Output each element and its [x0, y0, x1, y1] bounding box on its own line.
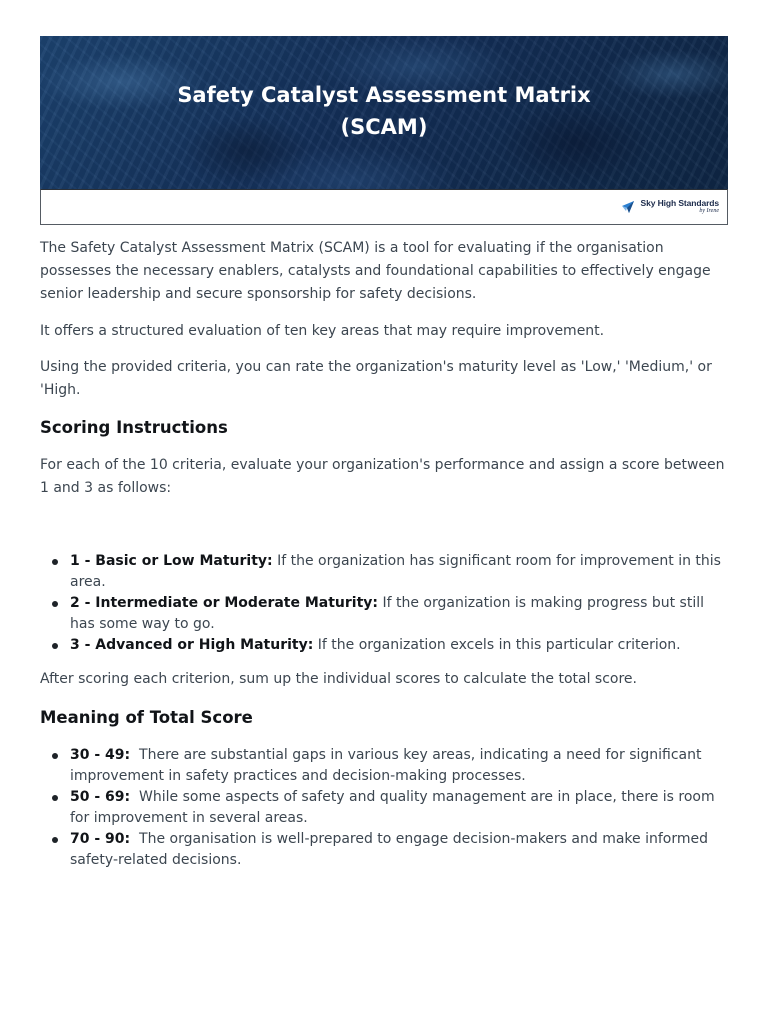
- scoring-instructions-heading: Scoring Instructions: [40, 418, 228, 437]
- list-item-text: While some aspects of safety and quality management are in place, there is room for improvement in several areas.: [70, 789, 715, 826]
- scoring-levels-list: [40, 551, 728, 656]
- list-item: [40, 829, 728, 871]
- paper-plane-icon: [621, 200, 635, 214]
- meaning-of-total-score-heading: Meaning of Total Score: [40, 708, 253, 727]
- list-item-text: The organisation is well-prepared to engage decision-makers and make informed safety-related decisions.: [70, 831, 708, 868]
- title-line-1: Safety Catalyst Assessment Matrix: [177, 83, 591, 107]
- logo-name: Sky High Standards: [640, 198, 719, 208]
- list-item: [40, 593, 728, 635]
- list-item: [40, 787, 728, 829]
- logo-bar: [40, 189, 728, 225]
- intro-paragraph-1: The Safety Catalyst Assessment Matrix (SCAM) is a tool for evaluating if the organisation possesses the necessary enablers, catalysts and foundational capabilities to effectively engage senior leadership and secure sponsorship for safety decisions.: [40, 240, 711, 302]
- list-item-label: 50 - 69:: [70, 789, 131, 805]
- scoring-intro-paragraph: For each of the 10 criteria, evaluate your organization's performance and assign a score between 1 and 3 as follows:: [40, 457, 725, 496]
- document-page: [40, 36, 728, 868]
- list-item-text: If the organization is making progress but still has some way to go.: [70, 595, 704, 632]
- intro-paragraph-3: Using the provided criteria, you can rate the organization's maturity level as 'Low,' 'Medium,' or 'High.: [40, 359, 712, 398]
- scoring-after-paragraph: After scoring each criterion, sum up the individual scores to calculate the total score.: [40, 671, 637, 687]
- title-line-2: (SCAM): [340, 115, 428, 139]
- total-score-meaning-list: [40, 745, 728, 871]
- list-item: [40, 551, 728, 593]
- list-item: [40, 745, 728, 787]
- list-item-label: 3 - Advanced or High Maturity:: [70, 637, 314, 653]
- list-item-label: 1 - Basic or Low Maturity:: [70, 553, 273, 569]
- list-item-text: If the organization excels in this particular criterion.: [317, 637, 681, 653]
- list-item: [40, 635, 728, 656]
- header-banner: [40, 36, 728, 189]
- logo-subtitle: by Irene: [699, 208, 719, 214]
- document-title: [149, 79, 619, 143]
- list-item-text: If the organization has significant room for improvement in this area.: [70, 553, 721, 590]
- intro-paragraph-2: It offers a structured evaluation of ten key areas that may require improvement.: [40, 323, 605, 339]
- list-item-label: 70 - 90:: [70, 831, 131, 847]
- list-item-label: 2 - Intermediate or Moderate Maturity:: [70, 595, 379, 611]
- list-item-text: There are substantial gaps in various key areas, indicating a need for significant improvement in safety practices and decision-making processes.: [70, 747, 702, 784]
- sky-high-standards-logo: [621, 196, 720, 218]
- list-item-label: 30 - 49:: [70, 747, 131, 763]
